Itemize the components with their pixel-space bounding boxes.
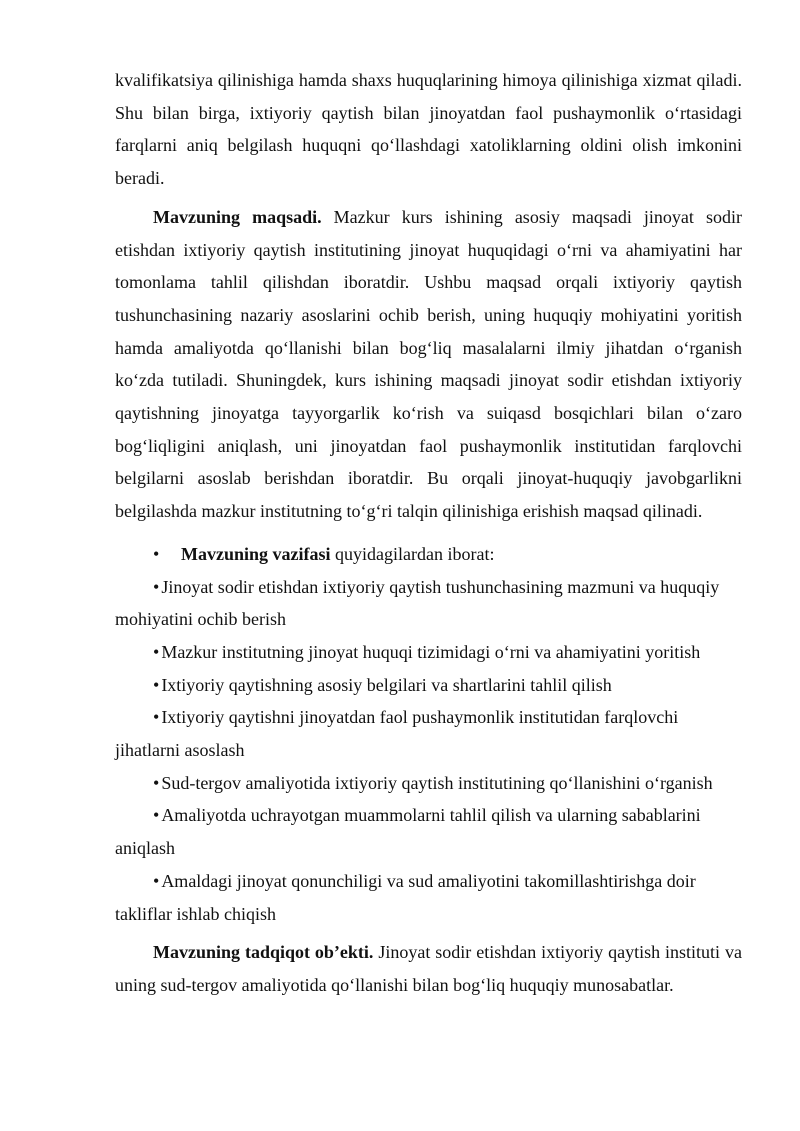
tasks-list [115, 571, 742, 931]
list-item-text: Jinoyat sodir etishdan ixtiyoriy qaytish tushunchasining mazmuni va huquqiy mohiyatini ochib berish [115, 576, 720, 630]
bullet-icon: • [153, 707, 160, 728]
list-item [115, 636, 742, 669]
list-item [115, 701, 742, 766]
list-item-text: Amaliyotda uchrayotgan muammolarni tahlil qilish va ularning sabablarini aniqlash [115, 805, 701, 859]
list-item-text: Ixtiyoriy qaytishni jinoyatdan faol pushaymonlik institutidan farqlovchi jihatlarni asoslash [115, 707, 679, 761]
list-item [115, 767, 742, 800]
list-item-text: Mazkur institutning jinoyat huquqi tizimidagi o‘rni va ahamiyatini yoritish [161, 641, 701, 662]
tasks-heading-rest: quyidagilardan iborat: [330, 543, 495, 564]
list-item-text: Amaldagi jinoyat qonunchiligi va sud amaliyotini takomillashtirishga doir takliflar ishlab chiqish [115, 870, 696, 924]
purpose-heading: Mavzuning maqsadi. [153, 206, 322, 227]
bullet-icon: • [153, 772, 160, 793]
list-item [115, 669, 742, 702]
list-item-text: Sud-tergov amaliyotida ixtiyoriy qaytish institutining qo‘llanishini o‘rganish [161, 772, 713, 793]
list-item-text: Ixtiyoriy qaytishning asosiy belgilari va shartlarini tahlil qilish [161, 674, 612, 695]
bullet-icon: • [153, 641, 160, 662]
bullet-icon: • [153, 576, 160, 597]
bullet-icon: • [153, 805, 160, 826]
object-heading: Mavzuning tadqiqot ob’ekti. [153, 942, 374, 963]
list-item [115, 865, 742, 930]
bullet-icon: • [153, 674, 160, 695]
list-item [115, 799, 742, 864]
intro-paragraph: kvalifikatsiya qilinishiga hamda shaxs huquqlarining himoya qilinishiga xizmat qiladi. Shu bilan birga, ixtiyoriy qaytish bilan jinoyatdan faol pushaymonlik o‘rtasidagi farqlarni aniq belgilash huquqni qo‘llashdagi xatoliklarning oldini olish imkonini beradi. [115, 70, 742, 189]
purpose-text: Mazkur kurs ishining asosiy maqsadi jinoyat sodir etishdan ixtiyoriy qaytish institutining jinoyat huquqidagi o‘rni va ahamiyatini har tomonlama tahlil qilishdan iboratdir. Ushbu maqsad orqali ixtiyoriy qaytish tushunchasining nazariy asoslarini ochib berish, uning huquqiy mohiyatini yoritish hamda amaliyotda qo‘llanishi bilan bog‘liq masalalarni ilmiy jihatdan o‘rganish ko‘zda tutiladi. Shuningdek, kurs ishining maqsadi jinoyat sodir etishdan ixtiyoriy qaytishning jinoyatga tayyorgarlik ko‘rish va suiqasd bosqichlari bilan o‘zaro bog‘liqligini aniqlash, uni jinoyatdan faol pushaymonlik institutidan farqlovchi belgilarni asoslab berishdan iboratdir. Bu orqali jinoyat-huquqiy javobgarlikni belgilashda mazkur institutning to‘g‘ri talqin qilinishiga erishish maqsad qilinadi. [115, 206, 742, 522]
tasks-heading: Mavzuning vazifasi [181, 543, 331, 564]
object-paragraph [115, 936, 742, 1001]
bullet-icon: • [153, 543, 160, 564]
bullet-icon: • [153, 870, 160, 891]
tasks-heading-line [115, 538, 742, 571]
object-text: Jinoyat sodir etishdan ixtiyoriy qaytish instituti va uning sud-tergov amaliyotida qo‘llanishi bilan bog‘liq huquqiy munosabatlar. [115, 942, 742, 995]
list-item [115, 571, 742, 636]
purpose-paragraph [115, 201, 742, 528]
